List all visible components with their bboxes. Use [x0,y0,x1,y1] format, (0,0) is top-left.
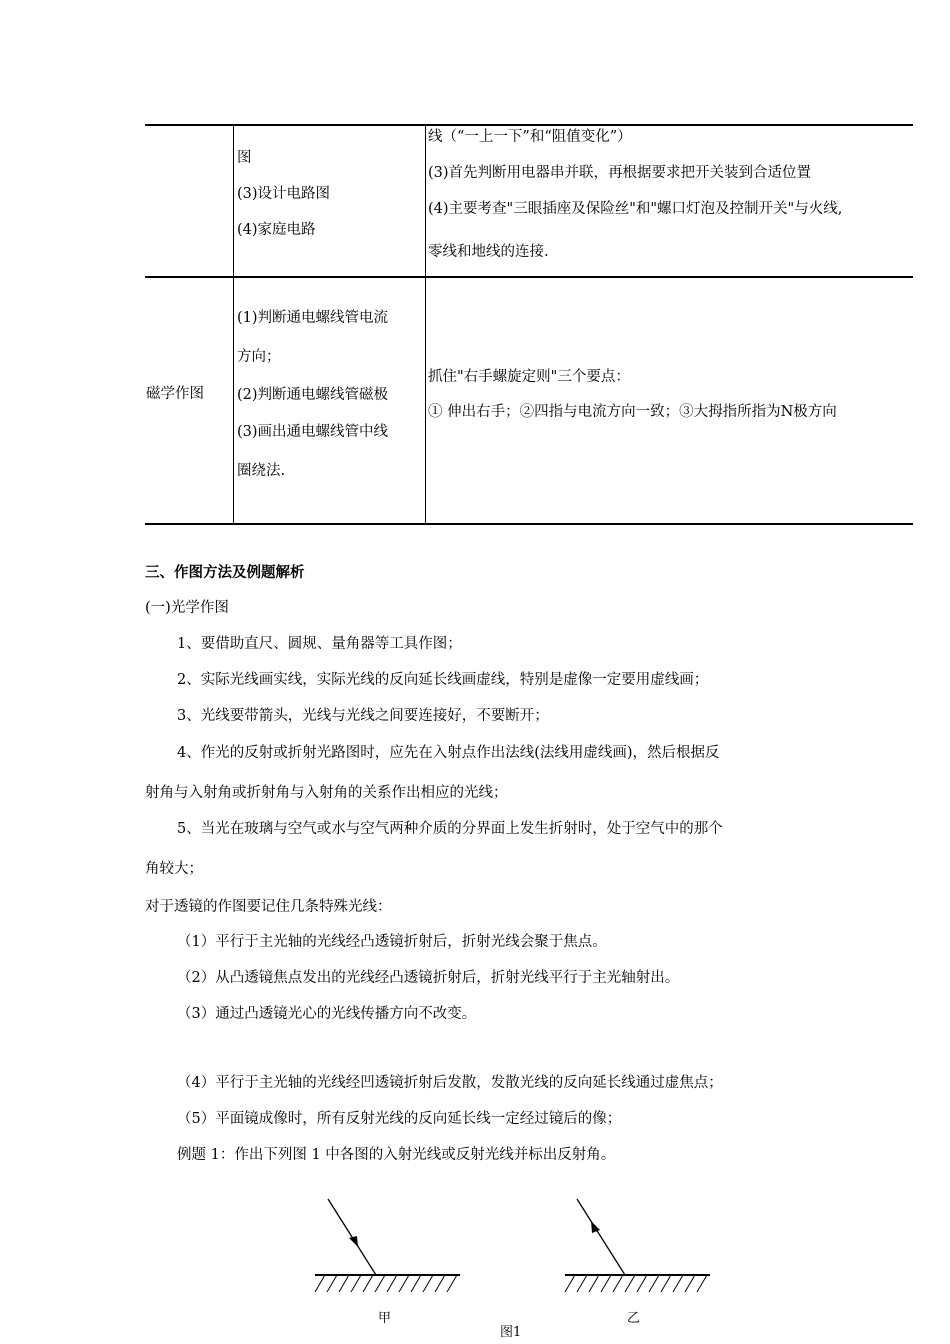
row2-col2-line1: (1)判断通电螺线管电流 [237,310,389,326]
row1-col2-line1: 图 [237,150,252,166]
row2-col3-line1: 抓住"右手螺旋定则"三个要点： [428,369,630,385]
row2-col2-line3: (2)判断通电螺线管磁极 [237,387,389,403]
reflected-ray-b [577,1199,625,1275]
lens-intro: 对于透镜的作图要记住几条特殊光线： [145,899,392,915]
item-4-cont: 射角与入射角或折射角与入射角的关系作出相应的光线； [145,785,508,801]
row2-col2-line4: (3)画出通电螺线管中线 [237,424,389,440]
lens-rule-1: （1）平行于主光轴的光线经凸透镜折射后，折射光线会聚于焦点。 [177,934,607,950]
arrow-head-b [591,1221,600,1233]
figure-a-diagram [305,1195,465,1305]
table-bottom-border [145,523,913,525]
table-row-divider [145,276,913,278]
row2-col3-line2: ① 伸出右手；②四指与电流方向一致；③大拇指所指为N极方向 [428,404,837,420]
row1-col3-line4: 零线和地线的连接. [428,244,549,260]
incident-ray-a [328,1199,376,1275]
item-5-cont: 角较大； [145,861,203,877]
item-2: 2、实际光线画实线，实际光线的反向延长线画虚线，特别是虚像一定要用虚线画； [177,672,709,688]
mirror-hatching-a [315,1275,457,1292]
figure-b-label: 乙 [627,1311,641,1326]
row2-col2-line5: 圈绕法. [237,463,286,479]
lens-rule-5: （5）平面镜成像时，所有反射光线的反向延长线一定经过镜后的像； [177,1111,622,1127]
table-col-divider-1 [233,124,234,525]
item-3: 3、光线要带箭头，光线与光线之间要连接好，不要断开； [177,708,549,724]
row1-col3-line1: 线（“一上一下”和“阻值变化”） [428,129,632,145]
row2-col1-label: 磁学作图 [146,386,204,402]
section-title: 三、作图方法及例题解析 [145,565,305,581]
figure-caption: 图1 [500,1325,522,1340]
table-col-divider-2 [425,124,426,525]
row1-col3-line2: (3)首先判断用电器串并联，再根据要求把开关装到合适位置 [428,165,812,181]
item-4: 4、作光的反射或折射光路图时，应先在入射点作出法线(法线用虚线画)，然后根据反 [177,745,720,761]
row1-col3-line3: (4)主要考查"三眼插座及保险丝"和"螺口灯泡及控制开关"与火线, [428,201,843,217]
example-1: 例题 1：作出下列图 1 中各图的入射光线或反射光线并标出反射角。 [177,1147,616,1163]
item-1: 1、要借助直尺、圆规、量角器等工具作图； [177,636,462,652]
row1-col2-line3: (4)家庭电路 [237,222,316,238]
lens-rule-2: （2）从凸透镜焦点发出的光线经凸透镜折射后，折射光线平行于主光轴射出。 [177,970,680,986]
item-5: 5、当光在玻璃与空气或水与空气两种介质的分界面上发生折射时，处于空气中的那个 [177,821,723,837]
lens-rule-4: （4）平行于主光轴的光线经凹透镜折射后发散，发散光线的反向延长线通过虚焦点； [177,1075,723,1091]
arrow-head-a [349,1236,358,1247]
lens-rule-3: （3）通过凸透镜光心的光线传播方向不改变。 [177,1006,477,1022]
figure-a-label: 甲 [378,1311,392,1326]
section-subtitle: (一)光学作图 [145,600,229,616]
row2-col2-line2: 方向； [237,349,281,365]
mirror-hatching-b [565,1275,707,1292]
row1-col2-line2: (3)设计电路图 [237,186,331,202]
figure-b-diagram [555,1195,715,1305]
